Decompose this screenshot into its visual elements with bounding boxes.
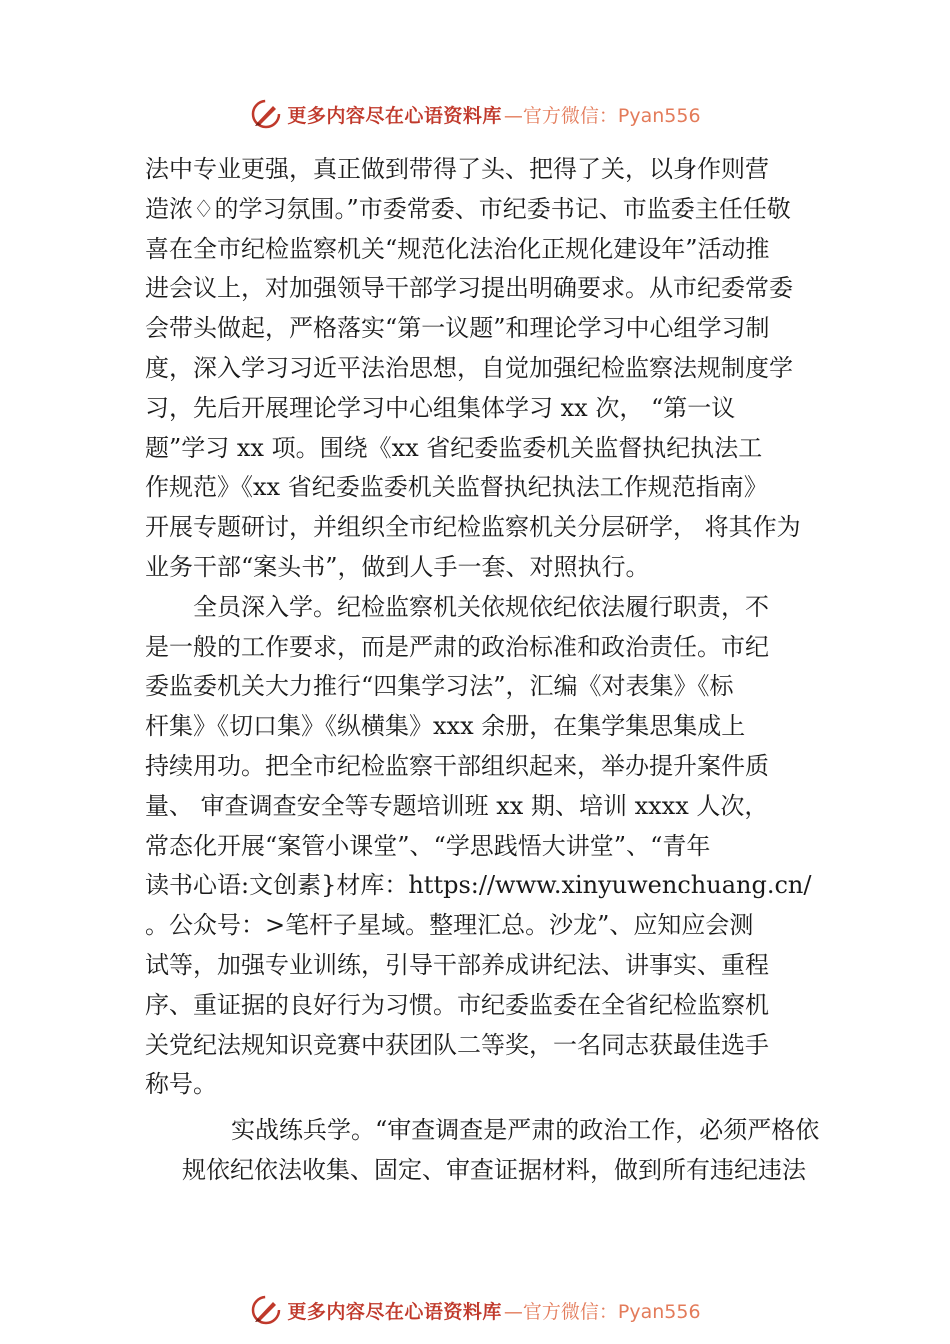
brush-logo-icon — [249, 1293, 283, 1327]
paragraph — [145, 1111, 825, 1191]
paragraph — [145, 150, 825, 588]
header-watermark-banner — [0, 94, 950, 134]
text-line: 全员深入学。纪检监察机关依规依纪依法履行职责，不 — [193, 592, 769, 621]
text-line: 实战练兵学。“审查调查是严肃的政治工作，必须严格依 — [231, 1116, 820, 1145]
text-line: 开展专题研讨，并组织全市纪检监察机关分层研学， 将其作为 — [145, 513, 801, 542]
text-line: 持续用功。把全市纪检监察干部组织起来，举办提升案件质 — [145, 751, 769, 780]
text-line: 。公众号：>笔杆子星域。整理汇总。沙龙”、应知应会测 — [145, 911, 754, 940]
banner-library-name: 更多内容尽在心语资料库 — [287, 104, 502, 127]
text-line: 称号。 — [145, 1070, 217, 1099]
text-line: 习，先后开展理论学习中心组集体学习 xx 次， “第一议 — [145, 393, 736, 422]
document-body — [145, 150, 825, 1191]
text-line: 常态化开展“案管小课堂”、“学思践悟大讲堂”、“青年 — [145, 831, 711, 860]
text-line: 会带头做起，严格落实“第一议题”和理论学习中心组学习制 — [145, 314, 770, 343]
banner-wechat-id: —官方微信：Pyan556 — [503, 1300, 701, 1323]
text-line: 规依纪依法收集、固定、审查证据材料，做到所有违纪违法 — [182, 1155, 806, 1184]
text-line: 序、重证据的良好行为习惯。市纪委监委在全省纪检监察机 — [145, 990, 769, 1019]
text-line: 委监委机关大力推行“四集学习法”，汇编《对表集》《标 — [145, 672, 734, 701]
text-line: 造浓♢的学习氛围。”市委常委、市纪委书记、市监委主任任敬 — [145, 194, 791, 223]
text-line: 法中专业更强，真正做到带得了头、把得了关，以身作则营 — [145, 155, 769, 183]
paragraph — [145, 588, 825, 1105]
brush-logo-icon — [249, 97, 283, 131]
text-line: 关党纪法规知识竞赛中获团队二等奖，一名同志获最佳选手 — [145, 1030, 769, 1059]
text-line: 喜在全市纪检监察机关“规范化法治化正规化建设年”活动推 — [145, 234, 770, 263]
text-line: 试等，加强专业训练，引导干部养成讲纪法、讲事实、重程 — [145, 950, 769, 979]
text-line: 度，深入学习习近平法治思想，自觉加强纪检监察法规制度学 — [145, 353, 793, 382]
text-line: 量、 审查调查安全等专题培训班 xx 期、培训 xxxx 人次， — [145, 791, 769, 820]
text-line: 进会议上，对加强领导干部学习提出明确要求。从市纪委常委 — [145, 274, 793, 303]
footer-watermark-banner — [0, 1290, 950, 1330]
text-line: 业务干部“案头书”，做到人手一套、对照执行。 — [145, 552, 650, 581]
text-line: 读书心语:文创素}材库：https://www.xinyuwenchuang.cn/ — [145, 871, 812, 900]
banner-library-name: 更多内容尽在心语资料库 — [287, 1300, 502, 1323]
text-line: 作规范》《xx 省纪委监委机关监督执纪执法工作规范指南》 — [145, 473, 768, 502]
text-line: 杆集》《切口集》《纵横集》xxx 余册，在集学集思集成上 — [145, 712, 746, 741]
text-line: 题”学习 xx 项。围绕《xx 省纪委监委机关监督执纪执法工 — [145, 433, 763, 462]
banner-wechat-id: —官方微信：Pyan556 — [503, 104, 701, 127]
text-line: 是一般的工作要求，而是严肃的政治标准和政治责任。市纪 — [145, 632, 769, 661]
